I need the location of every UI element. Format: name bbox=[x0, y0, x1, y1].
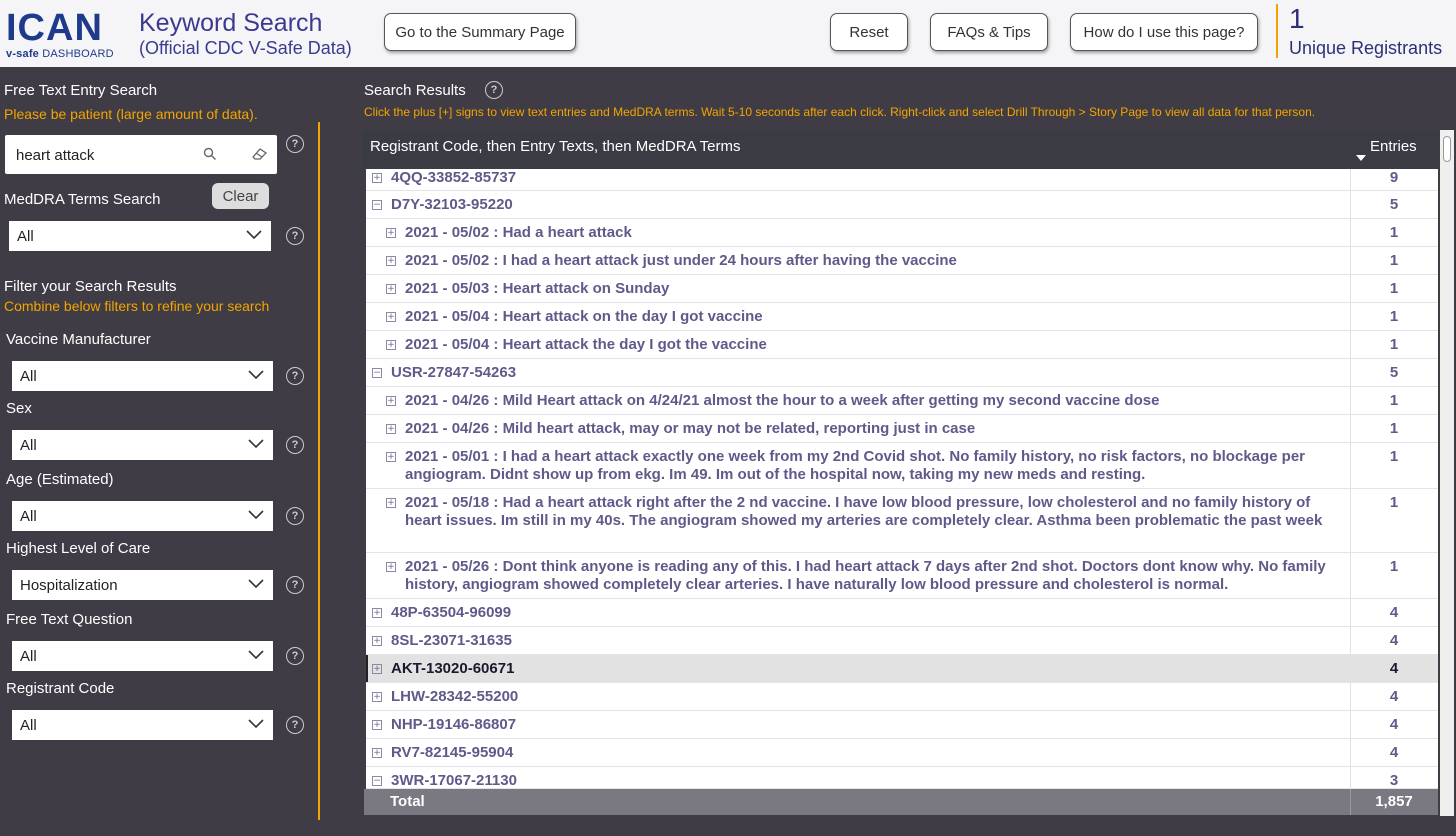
help-icon[interactable]: ? bbox=[286, 227, 304, 245]
row-text: 3WR-17067-21130 bbox=[391, 772, 517, 789]
row-text: 2021 - 04/26 : Mild heart attack, may or may not be related, reporting just in case bbox=[405, 420, 976, 437]
filter-hint: Combine below filters to refine your search bbox=[4, 298, 270, 314]
row-text: 2021 - 05/04 : Heart attack on the day I got vaccine bbox=[405, 308, 763, 325]
row-entries: 4 bbox=[1389, 604, 1399, 621]
chevron-down-icon bbox=[247, 577, 265, 589]
row-entries: 1 bbox=[1389, 280, 1399, 297]
filter-dropdown-value: All bbox=[20, 648, 37, 665]
registrant-row[interactable] bbox=[366, 683, 1438, 711]
row-entries: 4 bbox=[1389, 660, 1399, 677]
row-text: RV7-82145-95904 bbox=[391, 744, 514, 761]
filter-dropdown[interactable] bbox=[12, 710, 273, 740]
expand-icon[interactable]: + bbox=[387, 340, 395, 350]
logo-subtext-bold: v-safe bbox=[6, 48, 39, 60]
total-label: Total bbox=[390, 793, 425, 810]
entry-row[interactable] bbox=[366, 331, 1438, 359]
expand-icon[interactable]: + bbox=[373, 748, 381, 758]
results-hint: Click the plus [+] signs to view text entries and MedDRA terms. Wait 5-10 seconds after each click. Right-click and select Drill Through > Story Page to view all data for that person. bbox=[364, 105, 1316, 119]
row-entries: 1 bbox=[1389, 392, 1399, 409]
filter-label: Filter your Search Results bbox=[4, 278, 177, 295]
results-title: Search Results bbox=[364, 82, 466, 99]
entry-row[interactable] bbox=[366, 303, 1438, 331]
ican-logo[interactable] bbox=[6, 8, 118, 60]
expand-icon[interactable]: + bbox=[387, 424, 395, 434]
how-to-button[interactable]: How do I use this page? bbox=[1070, 13, 1258, 51]
search-input-value: heart attack bbox=[16, 147, 95, 164]
registrant-count: 1 bbox=[1289, 3, 1305, 34]
filter-dropdown-value: All bbox=[20, 717, 37, 734]
filter-label: Vaccine Manufacturer bbox=[6, 331, 151, 348]
expand-icon[interactable]: + bbox=[387, 312, 395, 322]
expand-icon[interactable]: + bbox=[373, 664, 381, 674]
count-divider bbox=[1276, 4, 1278, 58]
entry-row[interactable] bbox=[366, 443, 1438, 489]
expand-icon[interactable]: + bbox=[373, 720, 381, 730]
faqs-button[interactable]: FAQs & Tips bbox=[930, 13, 1048, 51]
entry-row[interactable] bbox=[366, 415, 1438, 443]
row-entries: 1 bbox=[1389, 420, 1399, 437]
row-text: D7Y-32103-95220 bbox=[391, 196, 513, 213]
help-icon[interactable]: ? bbox=[286, 367, 304, 385]
chevron-down-icon bbox=[247, 368, 265, 380]
registrant-row[interactable] bbox=[366, 767, 1438, 789]
chevron-down-icon bbox=[245, 228, 263, 240]
logo-text: ICAN bbox=[6, 7, 103, 49]
clear-button[interactable]: Clear bbox=[212, 183, 269, 209]
help-icon[interactable]: ? bbox=[286, 507, 304, 525]
filter-dropdown[interactable] bbox=[12, 641, 273, 671]
row-text: 2021 - 05/03 : Heart attack on Sunday bbox=[405, 280, 670, 297]
entry-row[interactable] bbox=[366, 247, 1438, 275]
total-row bbox=[364, 789, 1438, 815]
row-text: NHP-19146-86807 bbox=[391, 716, 517, 733]
filter-dropdown[interactable] bbox=[12, 570, 273, 600]
search-input[interactable] bbox=[5, 135, 277, 174]
row-text: 4QQ-33852-85737 bbox=[391, 169, 517, 186]
meddra-dropdown-value: All bbox=[17, 228, 34, 245]
chevron-down-icon bbox=[247, 717, 265, 729]
chevron-down-icon bbox=[247, 648, 265, 660]
total-value: 1,857 bbox=[1375, 793, 1413, 810]
expand-icon[interactable]: + bbox=[387, 256, 395, 266]
row-entries: 1 bbox=[1389, 448, 1399, 465]
row-text: LHW-28342-55200 bbox=[391, 688, 519, 705]
row-entries: 1 bbox=[1389, 308, 1399, 325]
expand-icon[interactable]: + bbox=[387, 562, 395, 572]
results-scrollbar[interactable] bbox=[1440, 130, 1454, 816]
row-text: AKT-13020-60671 bbox=[391, 660, 515, 677]
collapse-icon[interactable]: − bbox=[373, 368, 381, 378]
summary-page-button[interactable]: Go to the Summary Page bbox=[384, 13, 576, 51]
filter-dropdown-value: All bbox=[20, 437, 37, 454]
row-text: USR-27847-54263 bbox=[391, 364, 517, 381]
registrant-row[interactable] bbox=[366, 739, 1438, 767]
filter-dropdown[interactable] bbox=[12, 361, 273, 391]
row-entries: 4 bbox=[1389, 632, 1399, 649]
expand-icon[interactable]: + bbox=[387, 498, 395, 508]
free-text-label: Free Text Entry Search bbox=[4, 82, 158, 99]
scrollbar-thumb[interactable] bbox=[1443, 136, 1451, 162]
page-title: Keyword Search bbox=[139, 9, 323, 37]
row-text: 2021 - 05/18 : Had a heart attack right after the 2 nd vaccine. I have low blood pressure, low cholesterol and no family history of heart issues. Im still in my 40s. The angiogram showed my arteries are completely clear. Asthma been problematic the past week bbox=[405, 494, 1323, 529]
expand-icon[interactable]: + bbox=[387, 396, 395, 406]
expand-icon[interactable]: + bbox=[373, 692, 381, 702]
filter-label: Sex bbox=[6, 400, 32, 417]
filter-dropdown-value: All bbox=[20, 368, 37, 385]
row-entries: 4 bbox=[1389, 688, 1399, 705]
help-icon[interactable]: ? bbox=[286, 135, 304, 153]
header-bar bbox=[0, 0, 1456, 67]
expand-icon[interactable]: + bbox=[387, 284, 395, 294]
help-icon[interactable]: ? bbox=[286, 436, 304, 454]
column-header-code[interactable]: Registrant Code, then Entry Texts, then MedDRA Terms bbox=[370, 138, 741, 155]
row-entries: 3 bbox=[1389, 772, 1399, 789]
entry-row[interactable] bbox=[366, 275, 1438, 303]
row-entries: 1 bbox=[1389, 336, 1399, 353]
help-icon[interactable]: ? bbox=[485, 81, 503, 99]
filter-label: Age (Estimated) bbox=[6, 471, 114, 488]
help-icon[interactable]: ? bbox=[286, 576, 304, 594]
row-entries: 1 bbox=[1389, 558, 1399, 575]
eraser-icon[interactable] bbox=[250, 147, 268, 161]
filter-label: Highest Level of Care bbox=[6, 540, 151, 557]
filter-label: Registrant Code bbox=[6, 680, 115, 697]
row-entries: 4 bbox=[1389, 716, 1399, 733]
expand-icon[interactable]: + bbox=[387, 228, 395, 238]
registrant-row[interactable] bbox=[366, 655, 1438, 683]
expand-icon[interactable]: + bbox=[373, 608, 381, 618]
row-text: 8SL-23071-31635 bbox=[391, 632, 512, 649]
meddra-dropdown[interactable] bbox=[9, 221, 271, 251]
expand-icon[interactable]: + bbox=[387, 452, 395, 462]
meddra-label: MedDRA Terms Search bbox=[4, 191, 161, 208]
row-entries: 5 bbox=[1389, 364, 1399, 381]
registrant-row[interactable] bbox=[366, 191, 1438, 219]
reset-button[interactable]: Reset bbox=[830, 13, 908, 51]
collapse-icon[interactable]: − bbox=[373, 200, 381, 210]
row-text: 48P-63504-96099 bbox=[391, 604, 512, 621]
row-text: 2021 - 05/04 : Heart attack the day I got the vaccine bbox=[405, 336, 767, 353]
row-text: 2021 - 05/02 : I had a heart attack just under 24 hours after having the vaccine bbox=[405, 252, 957, 269]
row-entries: 1 bbox=[1389, 252, 1399, 269]
entry-row[interactable] bbox=[366, 219, 1438, 247]
registrant-row[interactable] bbox=[366, 711, 1438, 739]
free-text-hint: Please be patient (large amount of data). bbox=[4, 106, 258, 122]
collapse-icon[interactable]: − bbox=[373, 776, 381, 786]
chevron-down-icon bbox=[247, 508, 265, 520]
results-table bbox=[366, 169, 1438, 789]
registrant-count-label: Unique Registrants bbox=[1289, 38, 1443, 58]
row-entries: 1 bbox=[1389, 494, 1399, 511]
registrant-row[interactable] bbox=[366, 169, 1438, 191]
logo-subtext-rest: DASHBOARD bbox=[39, 48, 114, 60]
search-icon[interactable] bbox=[203, 147, 217, 161]
row-text: 2021 - 05/02 : Had a heart attack bbox=[405, 224, 632, 241]
registrant-row[interactable] bbox=[366, 599, 1438, 627]
registrant-row[interactable] bbox=[366, 627, 1438, 655]
entry-row[interactable] bbox=[366, 387, 1438, 415]
chevron-down-icon bbox=[247, 437, 265, 449]
table-header bbox=[362, 130, 1440, 169]
registrant-row[interactable] bbox=[366, 359, 1438, 387]
row-entries: 4 bbox=[1389, 744, 1399, 761]
row-text: 2021 - 04/26 : Mild Heart attack on 4/24/21 almost the hour to a week after getting my second vaccine dose bbox=[405, 392, 1160, 409]
help-icon[interactable]: ? bbox=[286, 716, 304, 734]
row-text: 2021 - 05/01 : I had a heart attack exactly one week from my 2nd Covid shot. No family history, no risk factors, no blockage per angiogram. Didnt show up from ekg. Im 49. Im out of the hospital now, taking my new meds and resting. bbox=[405, 448, 1306, 483]
expand-icon[interactable]: + bbox=[373, 173, 381, 183]
filter-label: Free Text Question bbox=[6, 611, 133, 628]
row-entries: 5 bbox=[1389, 196, 1399, 213]
column-header-entries[interactable]: Entries bbox=[1370, 138, 1417, 155]
expand-icon[interactable]: + bbox=[373, 636, 381, 646]
page-subtitle: (Official CDC V-Safe Data) bbox=[139, 38, 352, 58]
row-entries: 1 bbox=[1389, 224, 1399, 241]
filter-dropdown-value: All bbox=[20, 508, 37, 525]
row-text: 2021 - 05/26 : Dont think anyone is reading any of this. I had heart attack 7 days after 2nd shot. Doctors dont know why. No family history, angiogram showed completely clear arteries. I have naturally low blood pressure and cholesterol is normal. bbox=[405, 558, 1326, 593]
entry-row[interactable] bbox=[366, 553, 1438, 599]
sort-desc-icon[interactable] bbox=[1356, 155, 1366, 161]
row-entries: 9 bbox=[1389, 169, 1399, 186]
filter-dropdown[interactable] bbox=[12, 430, 273, 460]
logo-subtext bbox=[6, 48, 118, 60]
filter-dropdown[interactable] bbox=[12, 501, 273, 531]
entry-row[interactable] bbox=[366, 489, 1438, 553]
panel-divider bbox=[318, 122, 320, 820]
help-icon[interactable]: ? bbox=[286, 647, 304, 665]
filter-dropdown-value: Hospitalization bbox=[20, 577, 118, 594]
